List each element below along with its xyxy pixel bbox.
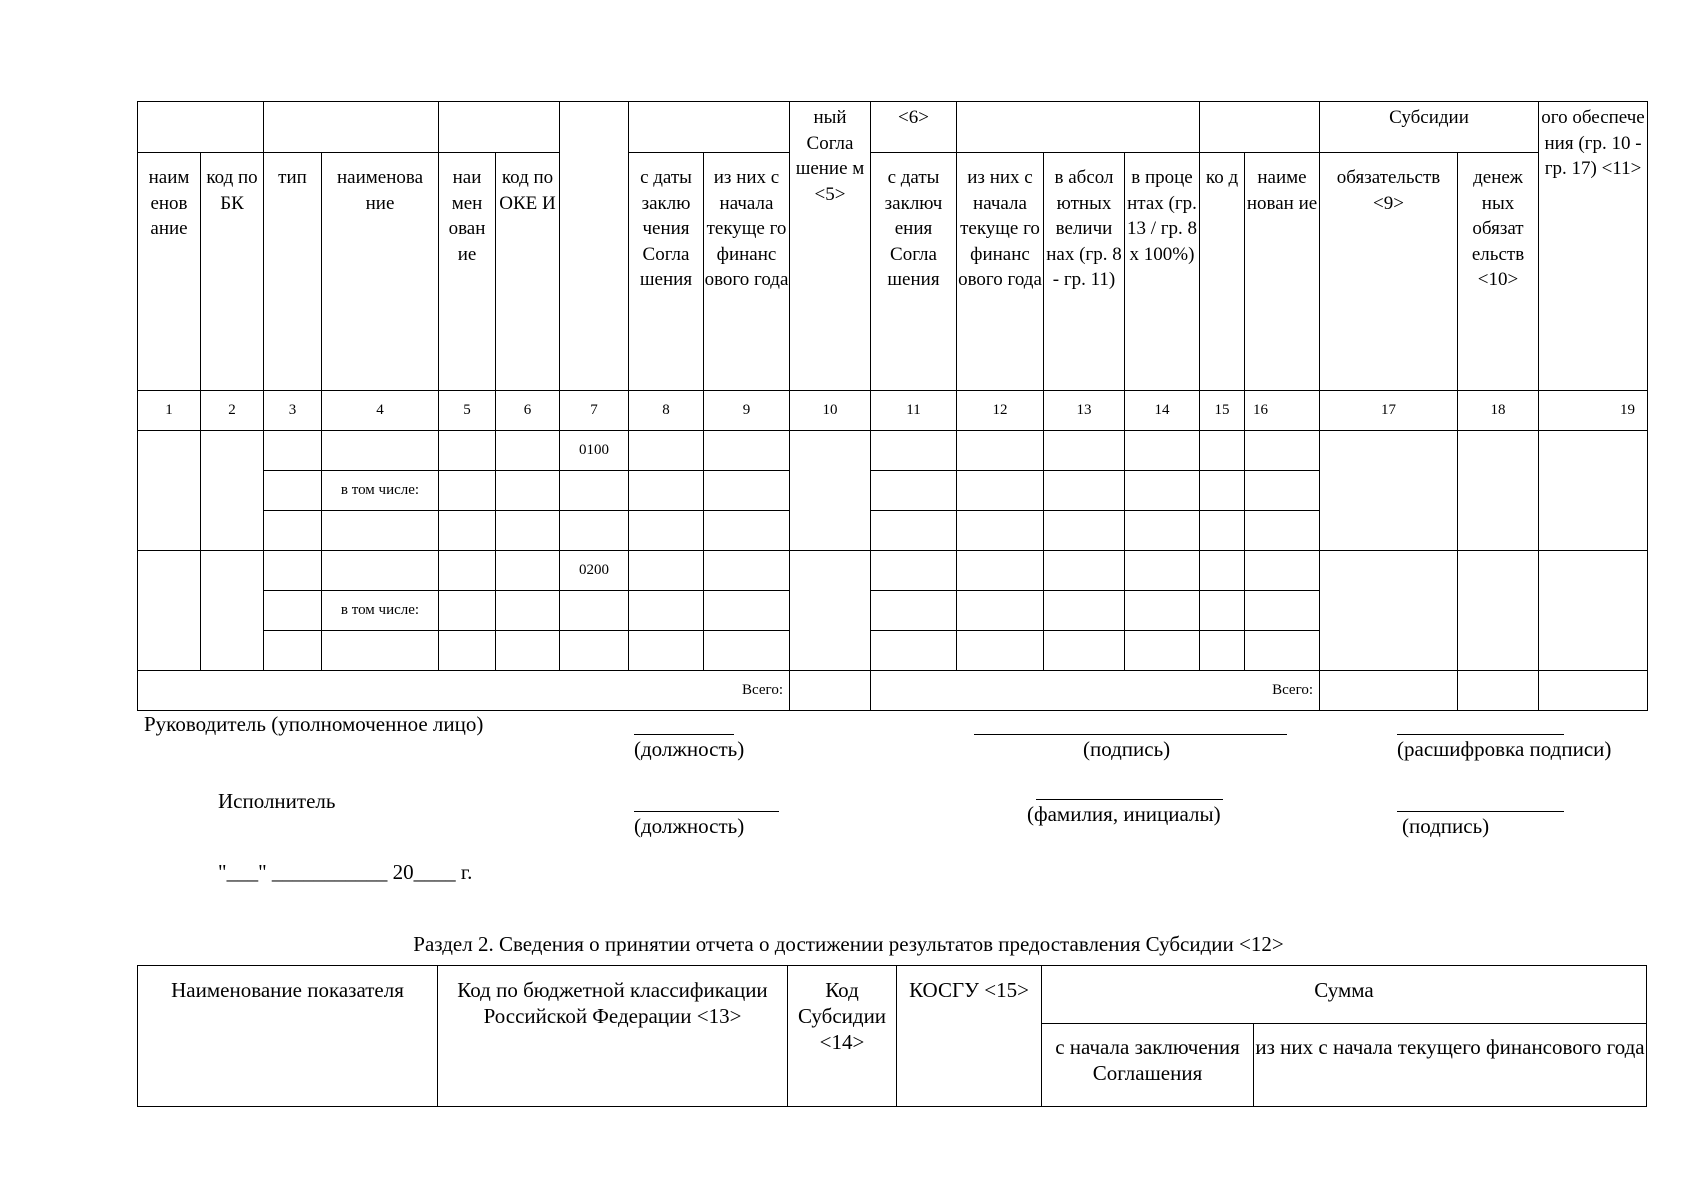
header-col6: код по ОКЕ И [496, 153, 560, 391]
header-col1: наим енов ание [138, 153, 201, 391]
table-cell [629, 591, 704, 631]
table-cell [1458, 551, 1539, 671]
table-cell [264, 591, 322, 631]
header-col5: наи мен ован ие [439, 153, 496, 391]
table-cell [1320, 431, 1458, 551]
table-cell [1044, 511, 1125, 551]
section2-title: Раздел 2. Сведения о принятии отчета о достижении результатов предоставления Субсидии <12> [413, 932, 1284, 956]
table-cell [1200, 471, 1245, 511]
executor-signature-line [1397, 811, 1564, 812]
table-cell [790, 431, 871, 551]
table-cell [496, 631, 560, 671]
table-cell [1539, 431, 1648, 551]
table-cell [138, 551, 201, 671]
table-cell [1200, 631, 1245, 671]
header-col10: ный Согла шение м <5> [790, 102, 871, 391]
header-col11: с даты заключ ения Согла шения [871, 153, 957, 391]
table-cell [871, 511, 957, 551]
column-number: 17 [1320, 391, 1458, 431]
table-cell [1125, 511, 1200, 551]
table-cell [629, 511, 704, 551]
table-cell [704, 551, 790, 591]
column-number: 9 [704, 391, 790, 431]
table-cell [1245, 631, 1320, 671]
total-cell [1539, 671, 1648, 711]
date-line: "___" ___________ 20____ г. [218, 860, 473, 884]
table-cell [1125, 431, 1200, 471]
table-cell [957, 631, 1044, 671]
table-cell [704, 471, 790, 511]
table-cell [629, 551, 704, 591]
table-cell [629, 431, 704, 471]
table-cell [560, 591, 629, 631]
column-number: 4 [322, 391, 439, 431]
table-cell [1458, 431, 1539, 551]
table-cell [871, 431, 957, 471]
table-cell [264, 631, 322, 671]
table-cell [560, 511, 629, 551]
table-cell [1125, 631, 1200, 671]
head-signature-caption: (подпись) [1083, 737, 1171, 761]
header-cell-7 [560, 102, 629, 391]
table-cell [957, 471, 1044, 511]
table-cell [439, 551, 496, 591]
table-cell [1245, 551, 1320, 591]
row-sub-label: в том числе: [322, 471, 439, 511]
table-cell [704, 431, 790, 471]
column-number: 18 [1458, 391, 1539, 431]
report-table [137, 101, 1648, 711]
column-number: 15 [1200, 391, 1245, 431]
table-cell [1200, 591, 1245, 631]
table-cell [1044, 551, 1125, 591]
header-cell [264, 102, 439, 153]
executor-label: Исполнитель [218, 789, 336, 813]
executor-position-caption: (должность) [634, 814, 745, 838]
header-col2: код по БК [201, 153, 264, 391]
total-label-right: Всего: [871, 671, 1320, 711]
column-number: 16 [1245, 391, 1320, 431]
row-code: 0200 [560, 551, 629, 591]
table-cell [1125, 471, 1200, 511]
head-decoding-line [1397, 734, 1564, 735]
table-cell [957, 591, 1044, 631]
col-budget-code: Код по бюджетной классификации Российской Федерации <13> [438, 966, 788, 1107]
table-cell [1200, 511, 1245, 551]
table-cell [560, 631, 629, 671]
table-cell [704, 631, 790, 671]
table-cell [496, 511, 560, 551]
table-cell [957, 511, 1044, 551]
header-col18: денеж ных обязат ельств <10> [1458, 153, 1539, 391]
table-cell [790, 551, 871, 671]
header-col16: наиме нован ие [1245, 153, 1320, 391]
table-cell [871, 631, 957, 671]
col-indicator-name: Наименование показателя [138, 966, 438, 1107]
table-cell [704, 511, 790, 551]
header-col13: в абсол ютных величи нах (гр. 8 - гр. 11) [1044, 153, 1125, 391]
col-kosgu: КОСГУ <15> [897, 966, 1042, 1107]
row-code: 0100 [560, 431, 629, 471]
table-cell [629, 631, 704, 671]
table-cell [1044, 471, 1125, 511]
header-col12: из них с начала текуще го финанс ового года [957, 153, 1044, 391]
column-number: 2 [201, 391, 264, 431]
column-number: 3 [264, 391, 322, 431]
header-col11-note: <6> [871, 102, 957, 153]
table-cell [629, 471, 704, 511]
column-number: 12 [957, 391, 1044, 431]
table-cell [264, 511, 322, 551]
column-number: 1 [138, 391, 201, 431]
total-cell [1458, 671, 1539, 711]
head-signature-line [974, 734, 1287, 735]
col-sum-from-start: с начала заключения Соглашения [1042, 1024, 1254, 1107]
column-number: 19 [1539, 391, 1648, 431]
head-position-line [634, 734, 734, 735]
table-cell [496, 551, 560, 591]
column-number: 8 [629, 391, 704, 431]
table-cell [1200, 551, 1245, 591]
total-cell [1320, 671, 1458, 711]
col-sum-current-year: из них с начала текущего финансового года [1254, 1024, 1647, 1107]
header-cell [138, 102, 264, 153]
table-cell [439, 511, 496, 551]
column-number: 14 [1125, 391, 1200, 431]
table-cell [264, 551, 322, 591]
table-cell [871, 551, 957, 591]
header-col3: тип [264, 153, 322, 391]
executor-name-line [1036, 799, 1223, 800]
column-number: 11 [871, 391, 957, 431]
table-cell [1125, 591, 1200, 631]
table-cell [201, 551, 264, 671]
table-cell [957, 431, 1044, 471]
table-cell [439, 631, 496, 671]
header-col19: ого обеспече ния (гр. 10 - гр. 17) <11> [1539, 102, 1648, 391]
row-sub-label: в том числе: [322, 591, 439, 631]
table-cell [496, 431, 560, 471]
column-number: 5 [439, 391, 496, 431]
header-cell [629, 102, 790, 153]
table-cell [322, 551, 439, 591]
table-cell [1044, 631, 1125, 671]
table-cell [871, 471, 957, 511]
header-col4: наименова ние [322, 153, 439, 391]
table-cell [1245, 431, 1320, 471]
column-number: 6 [496, 391, 560, 431]
header-col17: обязательств <9> [1320, 153, 1458, 391]
table-cell [1245, 471, 1320, 511]
header-cell [957, 102, 1200, 153]
header-col14: в проце нтах (гр. 13 / гр. 8 x 100%) [1125, 153, 1200, 391]
head-decoding-caption: (расшифровка подписи) [1397, 737, 1612, 761]
table-cell [871, 591, 957, 631]
table-cell [704, 591, 790, 631]
table-cell [1245, 591, 1320, 631]
executor-position-line [634, 811, 779, 812]
table-cell [264, 471, 322, 511]
table-cell [496, 471, 560, 511]
header-cell [439, 102, 560, 153]
header-cell [1200, 102, 1320, 153]
table-cell [1044, 591, 1125, 631]
table-cell [138, 431, 201, 551]
table-cell [322, 631, 439, 671]
section2-table [137, 965, 1647, 1107]
table-cell [1125, 551, 1200, 591]
executor-signature-caption: (подпись) [1402, 814, 1490, 838]
executor-name-caption: (фамилия, инициалы) [1027, 802, 1221, 826]
table-cell [496, 591, 560, 631]
header-col15: ко д [1200, 153, 1245, 391]
table-cell [1200, 431, 1245, 471]
col-sum: Сумма [1042, 966, 1647, 1024]
table-cell [439, 591, 496, 631]
header-col8: с даты заклю чения Согла шения [629, 153, 704, 391]
table-cell [957, 551, 1044, 591]
column-number: 7 [560, 391, 629, 431]
table-cell [1245, 511, 1320, 551]
header-col9: из них с начала текуще го финанс ового года [704, 153, 790, 391]
header-subsidies: Субсидии [1320, 102, 1539, 153]
table-cell [1044, 431, 1125, 471]
table-cell [322, 431, 439, 471]
total-cell [790, 671, 871, 711]
head-position-caption: (должность) [634, 737, 745, 761]
column-number: 13 [1044, 391, 1125, 431]
table-cell [439, 471, 496, 511]
table-cell [322, 511, 439, 551]
table-cell [560, 471, 629, 511]
table-cell [439, 431, 496, 471]
total-label-left: Всего: [138, 671, 790, 711]
column-number: 10 [790, 391, 871, 431]
col-subsidy-code: Код Субсидии <14> [788, 966, 897, 1107]
table-cell [1539, 551, 1648, 671]
table-cell [201, 431, 264, 551]
table-cell [1320, 551, 1458, 671]
table-cell [264, 431, 322, 471]
head-label: Руководитель (уполномоченное лицо) [144, 712, 484, 736]
